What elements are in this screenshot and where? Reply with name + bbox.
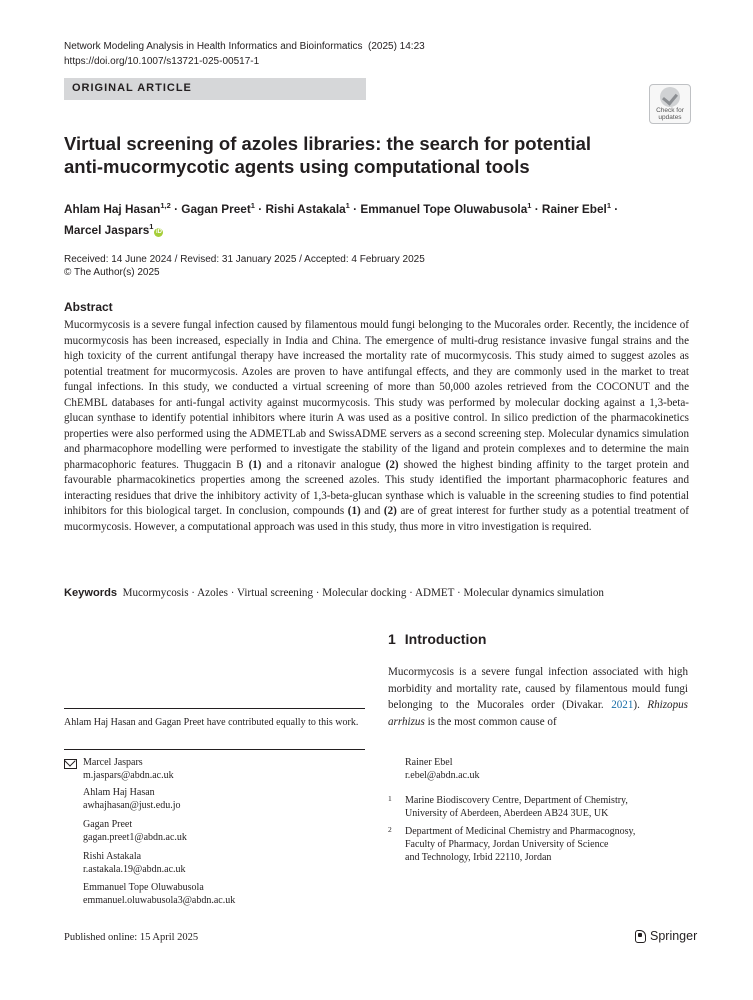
- article-title: [64, 132, 664, 178]
- correspondent-name: Emmanuel Tope Oluwabusola: [83, 882, 204, 893]
- author-name[interactable]: Rainer Ebel: [541, 201, 607, 216]
- abstract-part: and a ritonavir analogue: [261, 458, 386, 471]
- affiliation-number: 2: [388, 825, 392, 834]
- affiliation-line: Marine Biodiscovery Centre, Department of Chemistry,: [405, 795, 628, 806]
- compound-ref: (2): [383, 505, 397, 517]
- keywords: [64, 586, 689, 601]
- author-affiliation-sup: 1: [606, 201, 611, 210]
- author-name[interactable]: Ahlam Haj Hasan: [64, 201, 161, 216]
- publisher-logo: [634, 929, 697, 943]
- affiliation-line: Department of Medicinal Chemistry and Pharmacognosy,: [405, 826, 636, 837]
- affiliation-number: 1: [388, 794, 392, 803]
- abstract-text: [64, 318, 689, 535]
- intro-part: is the most common cause of: [424, 715, 557, 728]
- keywords-list: Mucormycosis · Azoles · Virtual screening · Molecular docking · ADMET · Molecular dynamics simulation: [122, 587, 604, 599]
- author-separator: ·: [531, 201, 542, 216]
- published-online: Published online: 15 April 2025: [64, 932, 199, 943]
- correspondent-name: Gagan Preet: [83, 819, 133, 830]
- affiliation: [405, 825, 695, 864]
- author-name[interactable]: Rishi Astakala: [265, 201, 346, 216]
- intro-part: ).: [633, 699, 648, 711]
- section-number: 1: [388, 631, 396, 647]
- correspondent-email[interactable]: m.jaspars@abdn.ac.uk: [83, 769, 174, 781]
- publisher-name: Springer: [650, 929, 698, 943]
- correspondent-email[interactable]: r.astakala.19@abdn.ac.uk: [83, 863, 186, 875]
- introduction-text: [388, 664, 688, 730]
- correspondent-name: Rainer Ebel: [405, 757, 453, 768]
- abstract-part: and: [360, 505, 384, 517]
- article-type-bar: [64, 78, 366, 100]
- author-list: [64, 197, 684, 239]
- article-dates: [64, 253, 425, 279]
- intro-part: Mucormycosis is a severe fungal infection associated with high morbidity and mortality rate, caused by filamentous mould fungi belonging to the Mucorales order (Divakar.: [388, 666, 688, 711]
- correspondent: [405, 757, 479, 782]
- correspondent: [83, 787, 181, 812]
- check-icon: [660, 87, 680, 107]
- author-name[interactable]: Emmanuel Tope Oluwabusola: [360, 201, 528, 216]
- correspondent-email[interactable]: gagan.preet1@abdn.ac.uk: [83, 831, 187, 843]
- author-name[interactable]: Gagan Preet: [181, 201, 251, 216]
- affiliation-line: University of Aberdeen, Aberdeen AB24 3UE, UK: [405, 808, 609, 819]
- springer-horse-icon: [634, 929, 646, 942]
- author-affiliation-sup: 1,2: [160, 201, 171, 210]
- author-affiliation-sup: 1: [250, 201, 255, 210]
- affiliation-line: Faculty of Pharmacy, Jordan University of Science: [405, 839, 609, 850]
- copyright: © The Author(s) 2025: [64, 267, 160, 278]
- correspondent-email[interactable]: awhajhasan@just.edu.jo: [83, 799, 181, 811]
- history-dates: Received: 14 June 2024 / Revised: 31 January 2025 / Accepted: 4 February 2025: [64, 254, 425, 265]
- abstract-part: Mucormycosis is a severe fungal infection caused by filamentous mould fungi belonging to the Mucorales order. Recently, the incidence of mucormycosis has been increased, especially in India and China. The emergence of multi-drug resistance invasive fungal strains and the high toxicity of the current antifungal therapy have increased the mortality rate of mucormycosis. This study aimed to suggest azoles as potential treatment for mucormycosis. Azoles are proven to have antifungal effects, and they are commonly used in the market to treat fungal infections. In this study, we conducted a virtual screening of more than 50,000 azoles retrieved from the COCONUT and the ChEMBL databases for anti-fungal activity against mucormycosis. This study was performed by molecular docking against a 1,3-beta-glucan synthase to identify potential inhibitors where iturin A was used as a positive control. In silico prediction of the pharmacokinetics properties were also performed using the ADMETLab and SwissADME servers as a second screening step. Molecular dynamics simulation and pharmacophore modelling were performed to investigate the stability of the ligand and protein complexes and to determine the main pharmacophoric features. Thuggacin B: [64, 319, 689, 471]
- keywords-heading: Keywords: [64, 587, 118, 599]
- correspondent: [83, 757, 174, 782]
- doi-link[interactable]: https://doi.org/10.1007/s13721-025-00517-1: [64, 56, 260, 67]
- author-separator: ·: [611, 201, 619, 216]
- orcid-icon[interactable]: iD: [155, 228, 162, 235]
- affiliation: [405, 794, 695, 820]
- check-for-updates-button[interactable]: [649, 84, 691, 124]
- abstract-part: are of great interest for further study as a potential treatment of mucormycosis. However, a computational approach was used in this study, thus more in vitro investigation is required.: [64, 505, 689, 533]
- abstract-part: showed the highest binding affinity to the target protein and favourable pharmacokinetics properties among the screened azoles. This study identified the important pharmacophoric features and interacting residues that drive the inhibitory activity of 1,3-beta-glucan synthase which is valuable in the screening studies to find potential inhibitors for this biological target. In conclusion, compounds: [64, 458, 689, 517]
- correspondent-email[interactable]: emmanuel.oluwabusola3@abdn.ac.uk: [83, 894, 236, 906]
- envelope-icon: [64, 759, 77, 769]
- author-separator: ·: [170, 201, 182, 216]
- author-affiliation-sup: 1: [527, 201, 532, 210]
- check-updates-line2: updates: [658, 114, 682, 121]
- correspondent-email[interactable]: r.ebel@abdn.ac.uk: [405, 769, 480, 781]
- author-separator: ·: [349, 201, 361, 216]
- contribution-note: Ahlam Haj Hasan and Gagan Preet have contributed equally to this work.: [64, 717, 359, 728]
- correspondent: [83, 851, 186, 876]
- check-updates-line1: Check for: [656, 107, 684, 114]
- correspondent: [83, 819, 187, 844]
- title-line1: Virtual screening of azoles libraries: the search for potential: [64, 133, 592, 154]
- compound-ref: (1): [248, 458, 262, 471]
- correspondent-name: Ahlam Haj Hasan: [83, 787, 155, 798]
- species-name: Rhizopus arrhizus: [388, 699, 688, 728]
- correspondent: [83, 882, 235, 907]
- journal-name: [64, 41, 425, 52]
- title-line2: anti-mucormycotic agents using computational tools: [64, 156, 530, 177]
- author-affiliation-sup: 1: [149, 221, 154, 231]
- affiliation-line: and Technology, Irbid 22110, Jordan: [405, 852, 552, 863]
- journal-volume: (2025) 14:23: [368, 41, 425, 52]
- abstract-heading: Abstract: [64, 300, 113, 314]
- correspondent-name: Rishi Astakala: [83, 851, 142, 862]
- author-separator: ·: [254, 201, 266, 216]
- section-heading-introduction: [388, 631, 486, 647]
- correspondent-name: Marcel Jaspars: [83, 757, 143, 768]
- journal-title: Network Modeling Analysis in Health Informatics and Bioinformatics: [64, 41, 363, 52]
- compound-ref: (2): [385, 458, 399, 471]
- citation-link[interactable]: 2021: [611, 699, 634, 711]
- footnote-rule: [64, 749, 365, 750]
- author-affiliation-sup: 1: [345, 201, 350, 210]
- author-name[interactable]: Marcel Jaspars: [64, 222, 150, 237]
- footnote-rule: [64, 708, 365, 709]
- compound-ref: (1): [347, 505, 361, 517]
- article-type: ORIGINAL ARTICLE: [72, 82, 192, 94]
- section-title: Introduction: [404, 631, 487, 647]
